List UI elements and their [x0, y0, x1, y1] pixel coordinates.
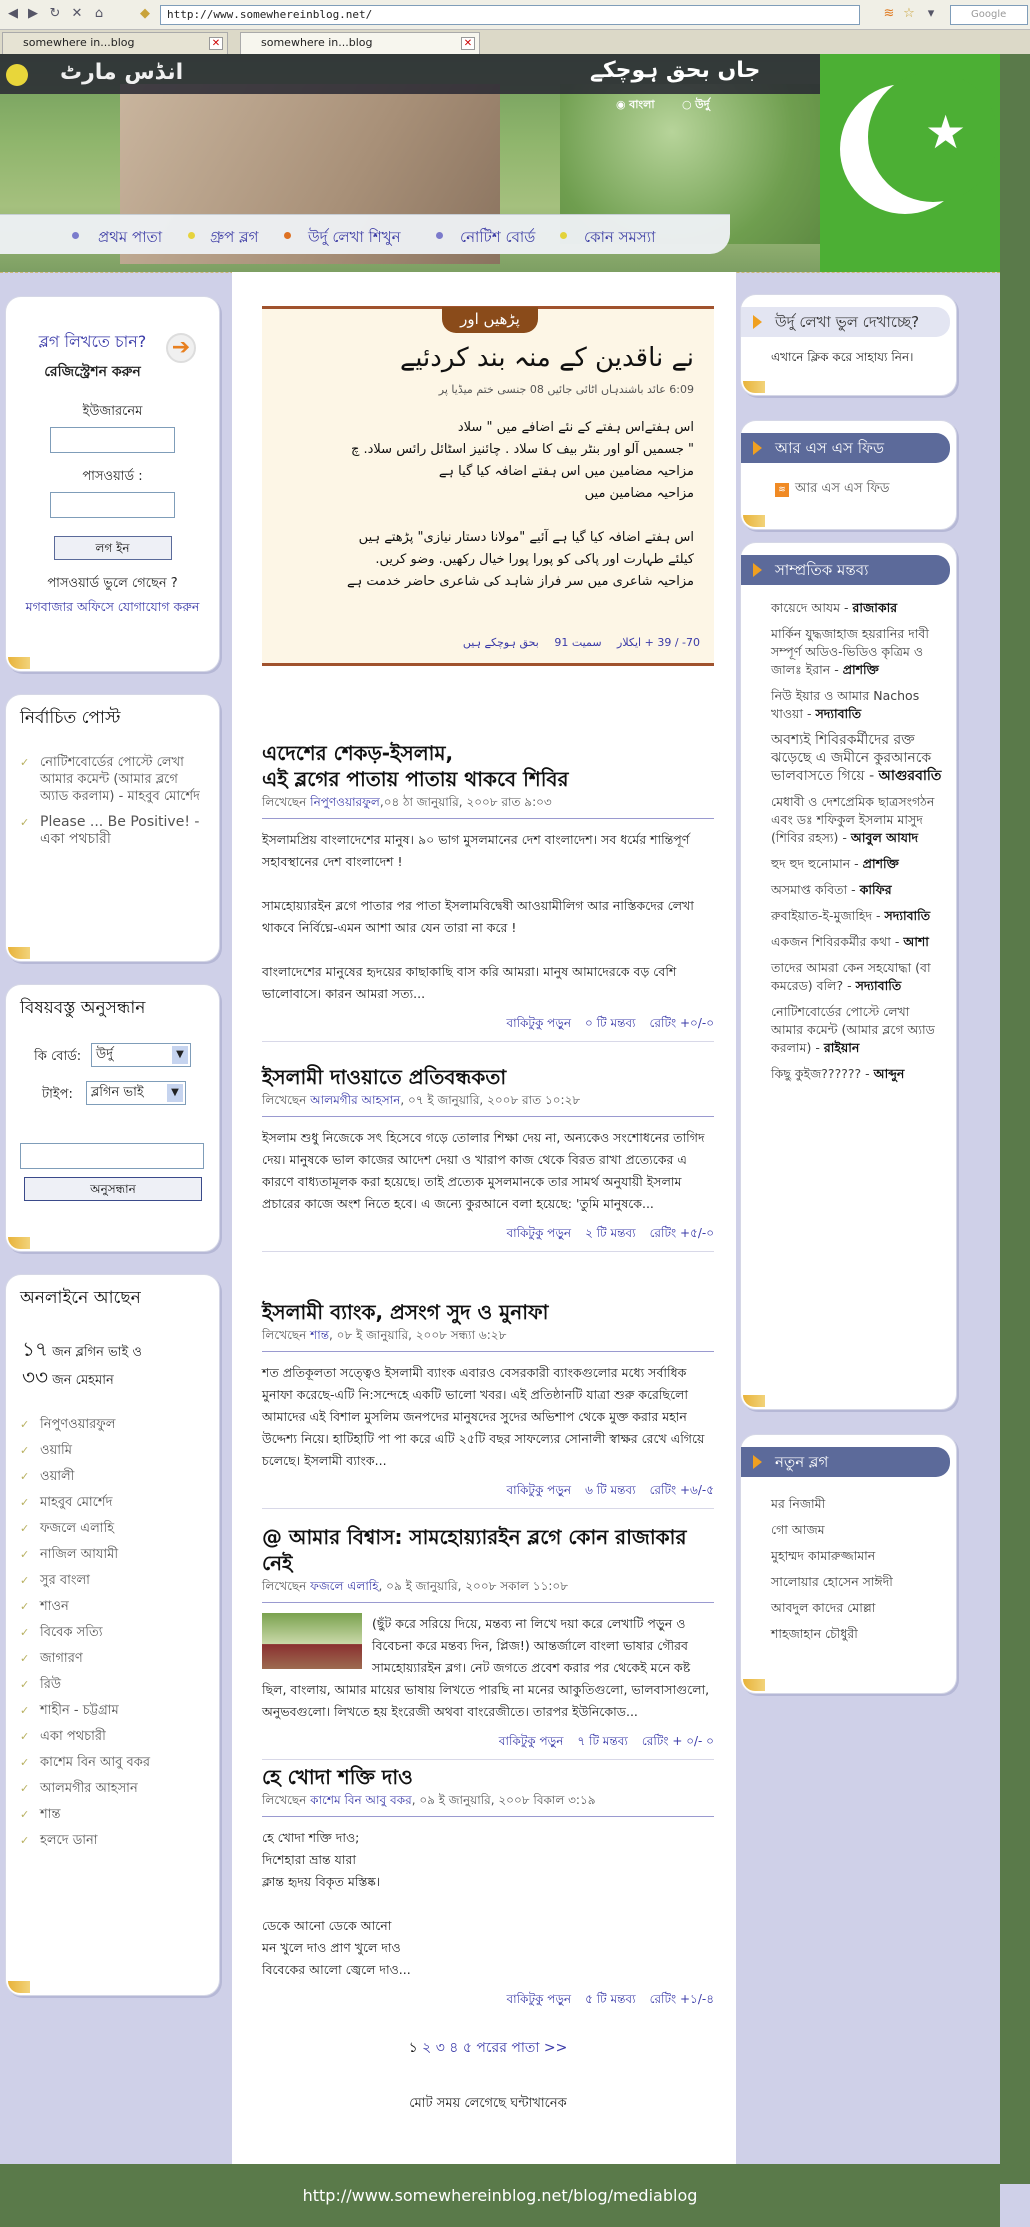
post-title[interactable]: হে খোদা শক্তি দাও [262, 1765, 413, 1789]
arrow-right-icon [753, 315, 762, 329]
footer-url[interactable]: http://www.somewhereinblog.net/blog/mediablog [302, 2186, 698, 2205]
promo-line: کیلئے طہارت اور پاکی کو پورا پورا خیال رکھیں. وضو کریں. [375, 552, 694, 567]
browser-chrome [0, 0, 1030, 54]
arrow-right-icon[interactable]: ➔ [166, 333, 196, 363]
recent-comments-title: সাম্প্রতিক মন্তব্য [741, 555, 950, 585]
list-item[interactable]: কায়েদে আযম - রাজাকার [771, 600, 898, 615]
list-item[interactable]: ✓ Please ... Be Positive! - একা পথচারী [20, 814, 207, 848]
header-title: جاں بحق ہوچکے [590, 58, 761, 83]
page-2[interactable]: ২ [422, 2040, 432, 2056]
nav-learn-urdu[interactable]: উর্দু লেখা শিখুন [308, 228, 401, 246]
post-author-link[interactable]: নিপুণওয়ারফুল [310, 795, 380, 809]
pagination [262, 2036, 714, 2060]
online-bloggers-count: ১৭ জন ব্লগিন ভাই ও [22, 1337, 142, 1361]
logo-icon [6, 64, 28, 86]
list-item[interactable]: ✓ নাজিল আযামী [20, 1546, 207, 1563]
post-footer [262, 1991, 714, 2017]
web-page [0, 54, 1000, 2227]
list-item[interactable]: অসমাপ্ত কবিতা - কাফির [771, 882, 892, 897]
online-counts [6, 1319, 219, 1393]
list-item[interactable]: মেধাবী ও দেশপ্রেমিক ছাত্রসংগঠন এবং ডঃ শফিকুল ইসলাম মাসুদ (শিবির রহস্য) - আবুল আযাদ [771, 794, 935, 845]
promo-line: مزاحیہ شاعری میں سر فراز شاہد کی شاعری حاضر خدمت ہے [346, 574, 694, 589]
close-tab-icon[interactable]: ✕ [209, 37, 223, 50]
list-item[interactable]: মর নিজামী [771, 1496, 826, 1511]
list-item[interactable]: ✓ একা পথচারী [20, 1728, 207, 1745]
post-footer [262, 1733, 714, 1760]
site-logo[interactable]: انڈس مارٹ [60, 60, 184, 85]
rating[interactable]: রেটিং +৫/-০ [649, 1226, 714, 1240]
list-item[interactable]: ✓ আলমগীর আহসান [20, 1780, 207, 1797]
promo-badge: پڑھیں اور [442, 307, 538, 333]
comments-link[interactable]: ৫ টি মন্তব্য [585, 1992, 636, 2006]
promo-body [282, 417, 694, 593]
login-button[interactable]: লগ ইন [54, 536, 172, 560]
online-guests-count: ৩৩ জন মেহমান [22, 1365, 114, 1389]
list-item[interactable]: নিউ ইয়ার ও আমার Nachos খাওয়া - সদ্যাবাতি [771, 688, 920, 721]
post-footer [262, 1482, 714, 1509]
selected-posts-box [5, 694, 220, 962]
box-corner [743, 381, 765, 393]
nav-bullet-icon [284, 232, 291, 239]
list-item[interactable]: ✓ ফজলে এলাহি [20, 1520, 207, 1537]
read-more-link[interactable]: বাকিটুকু পড়ুন [506, 1992, 572, 2006]
search-box[interactable]: Google [950, 5, 1028, 25]
list-item[interactable]: গো আজম [771, 1522, 825, 1537]
tab-1-label: somewhere in...blog [23, 36, 135, 49]
post-body: (ছুঁট করে সরিয়ে দিয়ে, মন্তব্য না লিখে দয়া করে লেখাটি পড়ুন ও বিবেচনা করে মন্তব্য দিন, প্লিজ!) আন্তর্জালে বাংলা ভাষার গৌরব সামহোয়্যারইন ব্লগ। নেট জগতে প্রবেশ করার পর থেকেই মনে কষ্ট ছিল, বাংলায়, আমার মায়ের ভাষায় লিখতে পারছি না মনের আকুতিগুলো, ভালবাসাগুলো, অনুভবগুলো। লিখতে হয় ইংরেজী অথবা বাংরেজীতে। তারপর ইউনিকোড... [262, 1613, 714, 1723]
page-4[interactable]: ৪ [449, 2040, 459, 2056]
reload-icon[interactable]: ↻ [49, 6, 61, 21]
arrow-right-icon [753, 563, 762, 577]
main-navigation [0, 214, 730, 254]
list-item[interactable]: কিছু কুইজ?????? - আব্দুন [771, 1066, 905, 1081]
post-body: ইসলামপ্রিয় বাংলাদেশের মানুষ। ৯০ ভাগ মুসলমানের দেশ বাংলাদেশ। সব ধর্মের শান্তিপূর্ণ সহাবস্থানের দেশ বাংলাদেশ ! সামহোয়্যারইন ব্লগে পাতার পর পাতা ইসলামবিদ্বেষী আওয়ামীলিগ আর নাস্তিকদের লেখা থাকবে নির্বিঘ্নে-এমন আশা আর যেন তারা না করে ! বাংলাদেশের মানুষের হৃদয়ের কাছাকাছি বাস করি আমরা। মানুষ আমাদেরকে বড় বেশি ভালোবাসে। কারন আমরা সত্য... [262, 832, 694, 1001]
login-box [5, 296, 220, 672]
read-more-link[interactable]: বাকিটুকু পড়ুন [506, 1226, 572, 1240]
type-label: টাইপ: [42, 1087, 73, 1102]
list-item[interactable]: ✓ নোটিশবোর্ডের পোস্টে লেখা আমার কমেন্ট (আমার ব্লগে অ্যাড করলাম) - মাহবুব মোর্শেদ [20, 754, 207, 805]
list-item[interactable]: তাদের আমরা কেন সহযোদ্ধা (বা কমরেড) বলি? - সদ্যাবাতি [771, 960, 931, 993]
post-body: হে খোদা শক্তি দাও; দিশেহারা ভ্রান্ত যারা ক্লান্ত হৃদয় বিকৃত মস্তিষ্ক। ডেকে আনো ডেকে আনো মন খুলে দাও প্রাণ খুলে দাও বিবেকের আলো জ্বেলে দাও... [262, 1830, 411, 1977]
list-item[interactable]: ✓ হলদে ডানা [20, 1832, 207, 1849]
list-item[interactable]: ✓ ওয়ালী [20, 1468, 207, 1485]
chevron-down-icon[interactable]: ▼ [172, 1046, 188, 1064]
blog-post-4 [262, 1524, 714, 1760]
comments-link[interactable]: ০ টি মন্তব্য [585, 1016, 636, 1030]
promo-count[interactable]: سمیت 91 [554, 636, 602, 649]
header-topbar [0, 54, 820, 94]
nav-group-blog[interactable]: গ্রুপ ব্লগ [210, 228, 259, 246]
nav-bullet-icon [560, 232, 567, 239]
nav-home[interactable]: প্রথম পাতা [98, 228, 163, 246]
post-footer [262, 1225, 714, 1252]
post-byline: লিখেছেন কাশেম বিন আবু বকর, ০৯ ই জানুয়ারি, ২০০৮ বিকাল ৩:১৯ [262, 1792, 714, 1817]
site-header [0, 54, 1000, 272]
forward-icon[interactable]: ▶ [28, 6, 38, 21]
list-item[interactable]: ✓ কাশেম বিন আবু বকর [20, 1754, 207, 1771]
page-5[interactable]: ৫ [462, 2040, 472, 2056]
list-item[interactable]: অবশ্যই শিবিরকর্মীদের রক্ত ঝড়েছে এ জমীনে কুরআনকে ভালবাসতে গিয়ে - আগুরবাতি [771, 732, 942, 784]
urdu-help-box [740, 294, 957, 396]
promo-votes: 70- / 39 + ایکلار [617, 636, 700, 649]
list-item[interactable]: মার্কিন যুদ্ধজাহাজ হয়রানির দাবী সম্পূর্ণ অডিও-ভিডিও কৃত্রিম ও জালঃ ইরান - প্রাশক্তি [771, 626, 929, 677]
list-item[interactable]: আবদুল কাদের মোল্লা [771, 1600, 876, 1615]
rating[interactable]: রেটিং +০/-০ [649, 1016, 714, 1030]
promo-title[interactable]: نے ناقدین کے منہ بند کردئیے [399, 343, 694, 373]
list-item[interactable]: ✓ বিবেক সত্যি [20, 1624, 207, 1641]
urdu-promo-box [262, 306, 714, 666]
promo-line: اس ہفتے اضافہ کیا گیا ہے آئیے "مولانا دستار نیازی" پڑھتے ہیں [358, 530, 694, 545]
list-item[interactable]: ✓ শাওন [20, 1598, 207, 1615]
arrow-right-icon [753, 441, 762, 455]
online-box [5, 1274, 220, 1996]
nav-bullet-icon [72, 232, 79, 239]
tab-1[interactable] [2, 32, 228, 54]
promo-meta: 6:09 عائد باشندہاں اٹائی جائیں 08 جنسی ختم میڈیا پر [438, 383, 694, 396]
post-title[interactable]: ইসলামী ব্যাংক, প্রসংগ সুদ ও মুনাফা [262, 1300, 549, 1324]
post-author-link[interactable]: কাশেম বিন আবু বকর [310, 1793, 412, 1807]
list-item[interactable]: ✓ রিউ [20, 1676, 207, 1693]
urdu-help-link[interactable]: এখানে ক্লিক করে সাহায্য নিন। [771, 350, 914, 364]
tab-strip [0, 30, 1030, 54]
box-corner [8, 1981, 30, 1993]
post-byline: লিখেছেন ফজলে এলাহি, ০৯ ই জানুয়ারি, ২০০৮ সকাল ১১:০৮ [262, 1578, 714, 1603]
online-title: অনলাইনে আছেন [20, 1288, 141, 1308]
comments-link[interactable]: ৬ টি মন্তব্য [585, 1483, 636, 1497]
post-byline: লিখেছেন আলমগীর আহসান, ০৭ ই জানুয়ারি, ২০০৮ রাত ১০:২৮ [262, 1092, 714, 1117]
post-byline: লিখেছেন শান্ত, ০৮ ই জানুয়ারি, ২০০৮ সন্ধ্যা ৬:২৮ [262, 1327, 714, 1352]
box-corner [743, 1679, 765, 1691]
board-select[interactable] [91, 1043, 191, 1067]
nav-notice-board[interactable]: নোটিশ বোর্ড [460, 228, 536, 246]
rss-icon: ≋ [775, 483, 789, 497]
rating[interactable]: রেটিং +১/-৪ [649, 1992, 714, 2006]
lang-bangla[interactable]: ◉ বাংলা [616, 98, 655, 111]
list-item[interactable]: ✓ শান্ত [20, 1806, 207, 1823]
recent-comments-list [741, 585, 956, 1097]
post-title[interactable]: এদেশের শেকড়-ইসলাম, এই ব্লগের পাতায় পাতায় থাকবে শিবির [262, 741, 569, 791]
rss-feed-icon[interactable]: ≋ [883, 6, 895, 21]
box-corner [8, 947, 30, 959]
list-item[interactable]: হুদ হুদ হুনোমান - প্রাশক্তি [771, 856, 899, 871]
box-corner [8, 1237, 30, 1249]
nav-bullet-icon [436, 232, 443, 239]
navigation-toolbar [0, 0, 1030, 30]
read-more-link[interactable]: বাকিটুকু পড়ুন [506, 1483, 572, 1497]
contact-office-link[interactable]: মগবাজার অফিসে যোগাযোগ করুন [25, 599, 200, 614]
promo-line: " جسمیں آلو اور بنٹر بیف کا سلاد . چائنیز اسٹائل رائس سلاد. چ [350, 442, 694, 457]
list-item[interactable]: ✓ মাহবুব মোর্শেদ [20, 1494, 207, 1511]
elapsed-time: মোট সময় লেগেছে ঘন্টাখানেক [409, 2096, 567, 2111]
blog-post-3 [262, 1299, 714, 1509]
chevron-down-icon[interactable]: ▼ [167, 1084, 183, 1102]
nav-problem[interactable]: কোন সমস্যা [584, 228, 656, 246]
post-body: শত প্রতিকূলতা সত্ত্বেও ইসলামী ব্যাংক এবারও বেসরকারী ব্যাংকগুলোর মধ্যে সর্বাধিক মুনাফা করেছে-এটি নি:সন্দেহে একটি ভালো খবর। এই প্রতিষ্ঠানটি যাত্রা শুরু করেছিলো আমাদের এই বিশাল মুসলিম জনপদের মানুষদের সুদের অভিশাপ থেকে মুক্ত করার মহান উদ্দেশ্য নিয়ে। হাটিহাটি পা পা করে এটি ২৫টি বছর সাফল্যের সোনালী স্বাক্ষর রেখে এগিয়ে চলেছে। ইসলামী ব্যাংক... [262, 1365, 705, 1468]
type-select-value: ব্লগিন ভাই [91, 1085, 144, 1100]
rss-link[interactable]: ≋ আর এস এস ফিড [741, 463, 956, 500]
rss-box [740, 420, 957, 530]
selected-posts-list [6, 739, 219, 863]
arrow-right-icon [753, 1455, 762, 1469]
address-bar[interactable]: http://www.somewhereinblog.net/ [160, 5, 860, 25]
next-page-link[interactable]: পরের পাতা >> [476, 2040, 568, 2056]
search-button[interactable]: অনুসন্ধান [24, 1177, 202, 1201]
promo-spacer [282, 505, 694, 527]
post-body: ইসলাম শুধু নিজেকে সৎ হিসেবে গড়ে তোলার শিক্ষা দেয় না, অন্যকেও সংশোধনের তাগিদ দেয়। মানুষকে ভাল কাজের আদেশ দেয়া ও খারাপ কাজ থেকে বিরত রাখা প্রত্যেকের এ কারণে বাধ্যতামূলক করা হয়েছে। তাই প্রত্যেক মুসলমানকে তার সামর্থ অনুযায়ী ইসলাম প্রচারের কাজে অংশ নিতে হবে। এ জন্যে কুরআনে বলা হয়েছে: 'তুমি মানুষকে... [262, 1130, 705, 1211]
page-footer [0, 2164, 1000, 2227]
post-title[interactable]: @ আমার বিশ্বাস: সামহোয়্যারইন ব্লগে কোন রাজাকার নেই [262, 1525, 687, 1575]
read-more-link[interactable]: বাকিটুকু পড়ুন [498, 1734, 564, 1748]
board-select-value: উর্দু [96, 1047, 113, 1062]
page-1[interactable]: ১ [408, 2040, 418, 2056]
register-link[interactable]: রেজিস্ট্রেশন করুন [44, 364, 141, 380]
search-title: বিষয়বস্তু অনুসন্ধান [20, 998, 146, 1018]
language-switch [616, 96, 734, 115]
promo-line: مزاحیہ مضامین میں [584, 486, 694, 501]
rating[interactable]: রেটিং +৬/-৫ [649, 1483, 714, 1497]
tab-2-label: somewhere in...blog [261, 36, 373, 49]
post-title[interactable]: ইসলামী দাওয়াতে প্রতিবন্ধকতা [262, 1065, 507, 1089]
list-item[interactable]: ✓ সুর বাংলা [20, 1572, 207, 1589]
promo-line: اس ہفتےاس ہفتے کے نئے اضافے میں " سلاد [457, 420, 694, 435]
new-blogs-title: নতুন ব্লগ [741, 1447, 950, 1477]
search-box-panel [5, 984, 220, 1252]
list-item[interactable]: নোটিশবোর্ডের পোস্টে লেখা আমার কমেন্ট (আমার ব্লগে অ্যাড করলাম) - রাইয়ান [771, 1004, 935, 1055]
username-label: ইউজারনেম [82, 404, 143, 419]
back-icon[interactable]: ◀ [8, 6, 18, 21]
nav-bullet-icon [188, 232, 195, 239]
post-author-link[interactable]: ফজলে এলাহি [310, 1579, 379, 1593]
post-byline: লিখেছেন নিপুণওয়ারফুল,০৪ ঠা জানুয়ারি, ২০০৮ রাত ৯:০৩ [262, 794, 714, 819]
stop-icon[interactable]: ✕ [71, 6, 83, 21]
list-item[interactable]: ✓ শাহীন - চট্টগ্রাম [20, 1702, 207, 1719]
post-thumbnail[interactable] [262, 1613, 362, 1669]
bookmark-star-icon[interactable]: ☆ [903, 6, 915, 21]
type-select[interactable] [86, 1081, 186, 1105]
search-input[interactable] [20, 1143, 204, 1169]
right-window-border [1000, 54, 1030, 2184]
list-item[interactable]: শাহজাহান চৌধুরী [771, 1626, 858, 1641]
page-3[interactable]: ৩ [435, 2040, 445, 2056]
selected-posts-title: নির্বাচিত পোস্ট [20, 708, 121, 728]
post-author-link[interactable]: শান্ত [310, 1328, 330, 1342]
login-title: ব্লগ লিখতে চান? [38, 332, 147, 351]
box-corner [743, 1395, 765, 1407]
forgot-password-link[interactable]: পাসওয়ার্ড ভুলে গেছেন ? [47, 576, 178, 591]
urdu-help-title: উর্দু লেখা ভুল দেখাচ্ছে? [741, 307, 950, 337]
list-item[interactable]: রুবাইয়াত-ই-মুজাহিদ - সদ্যাবাতি [771, 908, 931, 923]
board-label: কি বোর্ড: [34, 1049, 82, 1064]
list-item[interactable]: ✓ নিপুণওয়ারফুল [20, 1416, 207, 1433]
recent-comments-box [740, 542, 957, 1410]
close-tab-icon[interactable]: ✕ [461, 37, 475, 50]
list-item[interactable]: একজন শিবিরকর্মীর কথা - আশা [771, 934, 929, 949]
blog-post-1 [262, 740, 714, 1042]
lang-urdu[interactable]: ○ উর্দু [682, 98, 710, 111]
username-input[interactable] [50, 427, 175, 453]
rating[interactable]: রেটিং + ০/- ০ [641, 1734, 714, 1748]
new-blogs-box [740, 1434, 957, 1694]
password-input[interactable] [50, 492, 175, 518]
box-corner [8, 657, 30, 669]
home-icon[interactable]: ⌂ [94, 6, 104, 21]
comments-link[interactable]: ৭ টি মন্তব্য [577, 1734, 628, 1748]
site-favicon-icon: ◆ [140, 6, 150, 21]
blog-post-2 [262, 1064, 714, 1252]
box-corner [743, 515, 765, 527]
list-item[interactable]: ✓ জাগারণ [20, 1650, 207, 1667]
online-users-list [6, 1401, 219, 1864]
password-label: পাসওয়ার্ড : [82, 469, 143, 484]
post-author-link[interactable]: আলমগীর আহসান [310, 1093, 401, 1107]
new-blogs-list [741, 1477, 956, 1657]
list-item[interactable]: মুহাম্মদ কামারুজ্জামান [771, 1548, 876, 1563]
comments-link[interactable]: ২ টি মন্তব্য [585, 1226, 636, 1240]
promo-line: مزاحیہ مضامین میں اس ہفتے اضافہ کیا گیا ہے [438, 464, 694, 479]
tab-2[interactable] [240, 32, 480, 54]
list-item[interactable]: ✓ ওয়ামি [20, 1442, 207, 1459]
dropdown-icon[interactable]: ▾ [927, 6, 935, 21]
promo-status[interactable]: بحق ہوچکے ہیں [462, 636, 539, 649]
post-footer [262, 1015, 714, 1042]
promo-footer [451, 636, 700, 649]
rss-title: আর এস এস ফিড [741, 433, 950, 463]
blog-post-5 [262, 1764, 714, 2017]
read-more-link[interactable]: বাকিটুকু পড়ুন [506, 1016, 572, 1030]
star-icon: ★ [925, 105, 967, 159]
list-item[interactable]: সালোয়ার হোসেন সাঈদী [771, 1574, 893, 1589]
